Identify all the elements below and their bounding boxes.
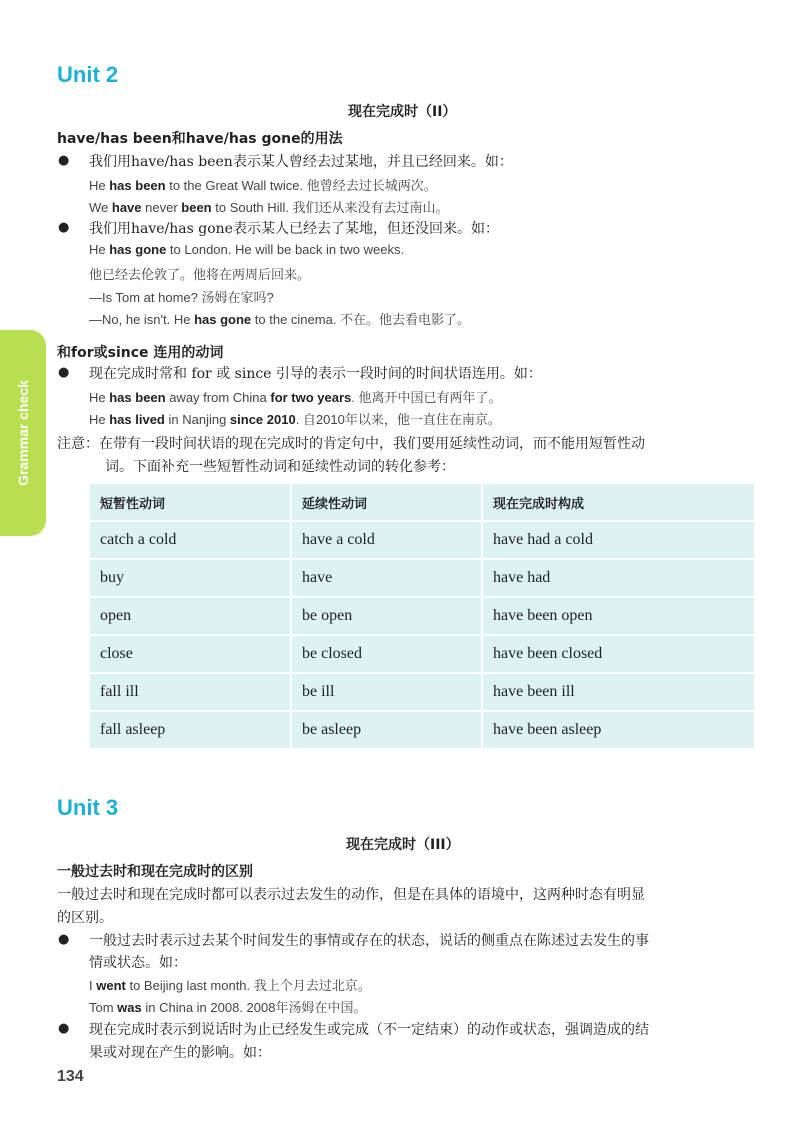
- grammar-check-tab: [0, 330, 46, 536]
- unit3-intro-line2: 的区别。: [57, 910, 113, 926]
- bullet-icon: ●: [58, 220, 70, 235]
- unit2-bullet2-text: 我们用have/has gone表示某人已经去了某地，但还没回来。如：: [89, 221, 499, 237]
- unit2-heading: Unit 2: [57, 62, 119, 87]
- unit3-heading: Unit 3: [57, 795, 119, 820]
- bullet-icon: ●: [58, 153, 70, 168]
- table-header-cell: 短暂性动词: [90, 484, 291, 521]
- table-header-row: [90, 484, 755, 521]
- table-row: [90, 521, 755, 559]
- table-cell: be ill: [291, 673, 482, 711]
- table-cell: have been ill: [482, 673, 755, 711]
- table-cell: have been open: [482, 597, 755, 635]
- table-cell: fall ill: [90, 673, 291, 711]
- grammar-check-label: Grammar check: [15, 380, 31, 486]
- page-number: 134: [57, 1068, 84, 1085]
- table-cell: have been asleep: [482, 711, 755, 749]
- bullet-icon: ●: [58, 932, 70, 947]
- unit3-subheading: 一般过去时和现在完成时的区别: [57, 864, 253, 880]
- unit3-bullet2-line1: 现在完成时表示到说话时为止已经发生或完成（不一定结束）的动作或状态，强调造成的结: [89, 1022, 649, 1038]
- unit2-example-gone-2: 他已经去伦敦了。他将在两周后回来。: [89, 267, 311, 282]
- table-row: [90, 673, 755, 711]
- unit3-title: 现在完成时（III）: [346, 837, 460, 853]
- unit3-bullet1-line2: 情或状态。如：: [89, 955, 187, 971]
- unit3-intro-line1: 一般过去时和现在完成时都可以表示过去发生的动作，但是在具体的语境中，这两种时态有明显: [57, 887, 645, 903]
- unit2-example-gone-3: —Is Tom at home? 汤姆在家吗?: [89, 290, 274, 305]
- table-row: [90, 597, 755, 635]
- table-cell: buy: [90, 559, 291, 597]
- unit2-title: 现在完成时（II）: [348, 104, 457, 120]
- table-row: [90, 559, 755, 597]
- unit2-example-been-1: He has been to the Great Wall twice. 他曾经去过长城两次。: [89, 178, 437, 193]
- unit2-bullet3-text: 现在完成时常和 for 或 since 引导的表示一段时间的时间状语连用。如：: [89, 366, 542, 382]
- unit3-example-past-1: I went to Beijing last month. 我上个月去过北京。: [89, 978, 371, 993]
- table-row: [90, 635, 755, 673]
- table-header-cell: 现在完成时构成: [482, 484, 755, 521]
- table-cell: open: [90, 597, 291, 635]
- unit2-example-since: He has lived in Nanjing since 2010. 自2010年以来，他一直住在南京。: [89, 412, 501, 427]
- unit2-bullet1-text: 我们用have/has been表示某人曾经去过某地，并且已经回来。如：: [89, 154, 513, 170]
- table-cell: be closed: [291, 635, 482, 673]
- table-cell: have a cold: [291, 521, 482, 559]
- bullet-icon: ●: [58, 365, 70, 380]
- unit2-note-line1: 注意：在带有一段时间状语的现在完成时的肯定句中，我们要用延续性动词，而不能用短暂性动: [57, 436, 645, 452]
- table-row: [90, 711, 755, 749]
- unit3-example-past-2: Tom was in China in 2008. 2008年汤姆在中国。: [89, 1000, 367, 1015]
- table-header-cell: 延续性动词: [291, 484, 482, 521]
- table-cell: have had a cold: [482, 521, 755, 559]
- unit2-example-for: He has been away from China for two years. 他离开中国已有两年了。: [89, 390, 502, 405]
- unit2-example-been-2: We have never been to South Hill. 我们还从来没有去过南山。: [89, 200, 449, 215]
- table-cell: be open: [291, 597, 482, 635]
- table-cell: catch a cold: [90, 521, 291, 559]
- table-cell: have: [291, 559, 482, 597]
- table-cell: fall asleep: [90, 711, 291, 749]
- table-cell: have had: [482, 559, 755, 597]
- unit2-subheading-for-since: 和for或since 连用的动词: [57, 345, 224, 361]
- unit3-bullet2-line2: 果或对现在产生的影响。如：: [89, 1045, 271, 1061]
- unit2-note-line2: 词。下面补充一些短暂性动词和延续性动词的转化参考：: [105, 459, 455, 475]
- table-cell: be asleep: [291, 711, 482, 749]
- bullet-icon: ●: [58, 1021, 70, 1036]
- table-cell: close: [90, 635, 291, 673]
- unit3-bullet1-line1: 一般过去时表示过去某个时间发生的事情或存在的状态，说话的侧重点在陈述过去发生的事: [89, 933, 649, 949]
- unit2-example-gone-1: He has gone to London. He will be back in two weeks.: [89, 242, 405, 257]
- unit2-subheading-been-gone: have/has been和have/has gone的用法: [57, 131, 343, 147]
- verb-conversion-table: [90, 484, 756, 750]
- unit2-example-gone-4: —No, he isn't. He has gone to the cinema. 不在。他去看电影了。: [89, 312, 471, 327]
- table-cell: have been closed: [482, 635, 755, 673]
